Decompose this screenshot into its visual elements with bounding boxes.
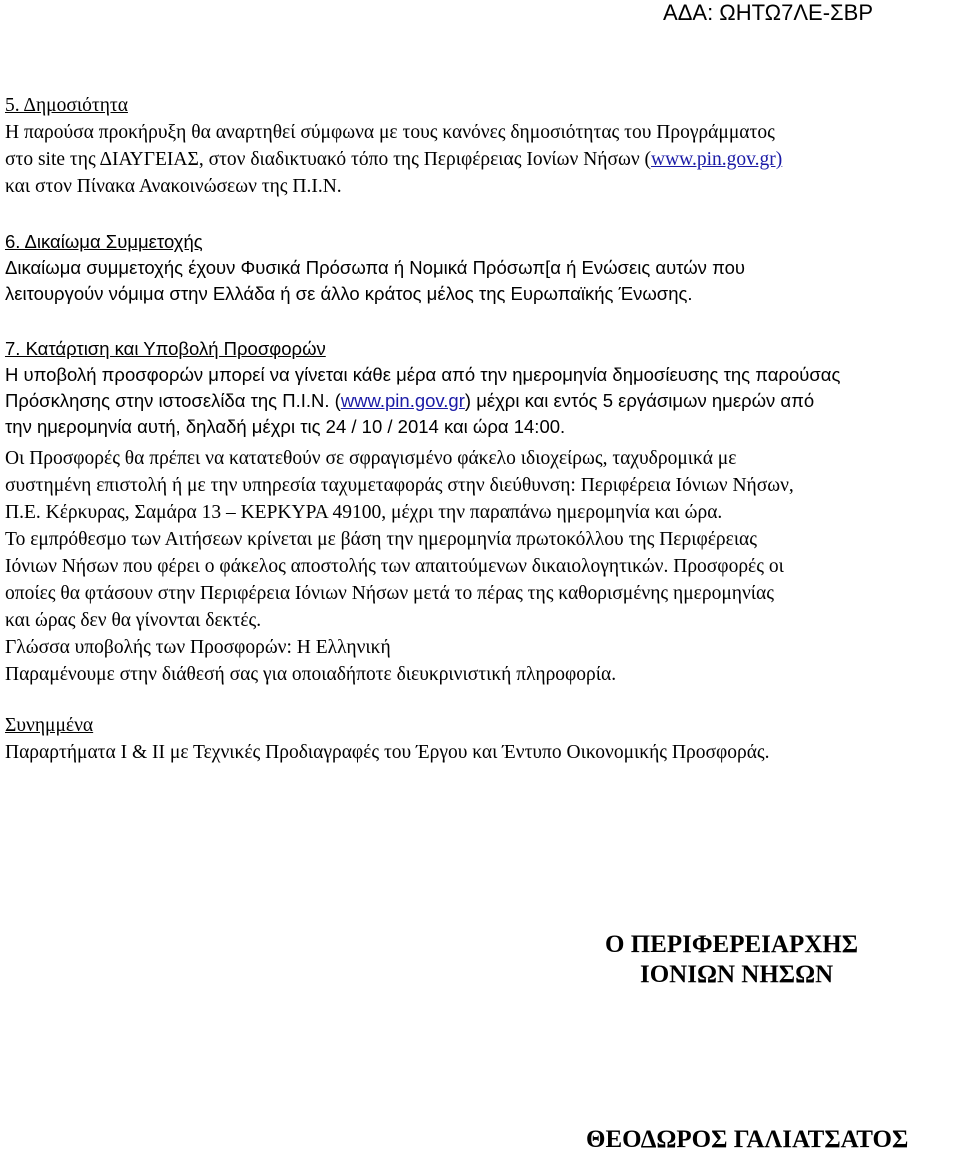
section-7-line — [5, 388, 958, 414]
section-7-deadline-line: την ημερομηνία αυτή, δηλαδή μέχρι τις 24 / 10 / 2014 και ώρα 14:00. — [5, 416, 566, 437]
body-line: Παραμένουμε στην διάθεσή σας για οποιαδήποτε διευκρινιστική πληροφορία. — [5, 664, 617, 685]
pin-website-link[interactable]: www.pin.gov.gr — [340, 390, 465, 411]
body-line: Οι Προσφορές θα πρέπει να κατατεθούν σε σφραγισμένο φάκελο ιδιοχείρως, ταχυδρομικά με — [5, 448, 737, 469]
attachments — [5, 712, 958, 766]
body-line: Ιόνιων Νήσων που φέρει ο φάκελος αποστολής των απαιτούμενων δικαιολογητικών. Προσφορές οι — [5, 556, 784, 577]
section-5 — [5, 92, 958, 200]
section-7-title: 7. Κατάρτιση και Υποβολή Προσφορών — [5, 338, 326, 359]
section-6-line: Δικαίωμα συμμετοχής έχουν Φυσικά Πρόσωπα ή Νομικά Πρόσωπ[α ή Ενώσεις αυτών που — [5, 257, 745, 278]
section-6 — [5, 229, 958, 307]
body-line: Το εμπρόθεσμο των Αιτήσεων κρίνεται με βάση την ημερομηνία πρωτοκόλλου της Περιφέρειας — [5, 529, 757, 550]
body-line: Γλώσσα υποβολής των Προσφορών: Η Ελληνική — [5, 637, 391, 658]
body-line: οποίες θα φτάσουν στην Περιφέρεια Ιόνιων Νήσων μετά το πέρας της καθορισμένης ημερομηνίας — [5, 583, 774, 604]
submission-details — [5, 445, 958, 688]
attachments-text: Παραρτήματα Ι & ΙΙ με Τεχνικές Προδιαγραφές του Έργου και Έντυπο Οικονομικής Προσφοράς. — [5, 742, 770, 763]
attachments-title: Συνημμένα — [5, 715, 94, 736]
signature-role-line-1: Ο ΠΕΡΙΦΕΡΕΙΑΡΧΗΣ — [605, 931, 859, 958]
signatory-name: ΘΕΟΔΩΡΟΣ ΓΑΛΙΑΤΣΑΤΟΣ — [586, 1126, 909, 1153]
body-line: και ώρας δεν θα γίνονται δεκτές. — [5, 610, 262, 631]
section-5-line — [5, 146, 958, 173]
section-5-title: 5. Δημοσιότητα — [5, 95, 128, 116]
pin-website-link[interactable]: www.pin.gov.gr) — [651, 149, 783, 170]
section-7-text: ) μέχρι και εντός 5 εργάσιμων ημερών από — [464, 390, 815, 411]
section-5-text: στο site της ΔΙΑΥΓΕΙΑΣ, στον διαδικτυακό τόπο της Περιφέρειας Ιονίων Νήσων ( — [5, 149, 652, 170]
ada-code: ΑΔΑ: ΩΗΤΩ7ΛΕ-ΣΒΡ — [663, 0, 873, 25]
section-6-title: 6. Δικαίωμα Συμμετοχής — [5, 231, 203, 252]
body-line: συστημένη επιστολή ή με την υπηρεσία ταχυμεταφοράς στην διεύθυνση: Περιφέρεια Ιόνιων Νήσων, — [5, 475, 794, 496]
section-7-text: Πρόσκλησης στην ιστοσελίδα της Π.Ι.Ν. ( — [5, 390, 341, 411]
section-7-line: Η υποβολή προσφορών μπορεί να γίνεται κάθε μέρα από την ημερομηνία δημοσίευσης της παρούσας — [5, 364, 841, 385]
section-5-line: και στον Πίνακα Ανακοινώσεων της Π.Ι.Ν. — [5, 176, 342, 197]
body-line: Π.Ε. Κέρκυρας, Σαμάρα 13 – ΚΕΡΚΥΡΑ 49100, μέχρι την παραπάνω ημερομηνία και ώρα. — [5, 502, 723, 523]
section-7 — [5, 336, 958, 440]
signature-role-line-2: ΙΟΝΙΩΝ ΝΗΣΩΝ — [640, 961, 834, 988]
section-5-line: Η παρούσα προκήρυξη θα αναρτηθεί σύμφωνα με τους κανόνες δημοσιότητας του Προγράμματος — [5, 122, 775, 143]
section-6-line: λειτουργούν νόμιμα στην Ελλάδα ή σε άλλο κράτος μέλος της Ευρωπαϊκής Ένωσης. — [5, 283, 693, 304]
